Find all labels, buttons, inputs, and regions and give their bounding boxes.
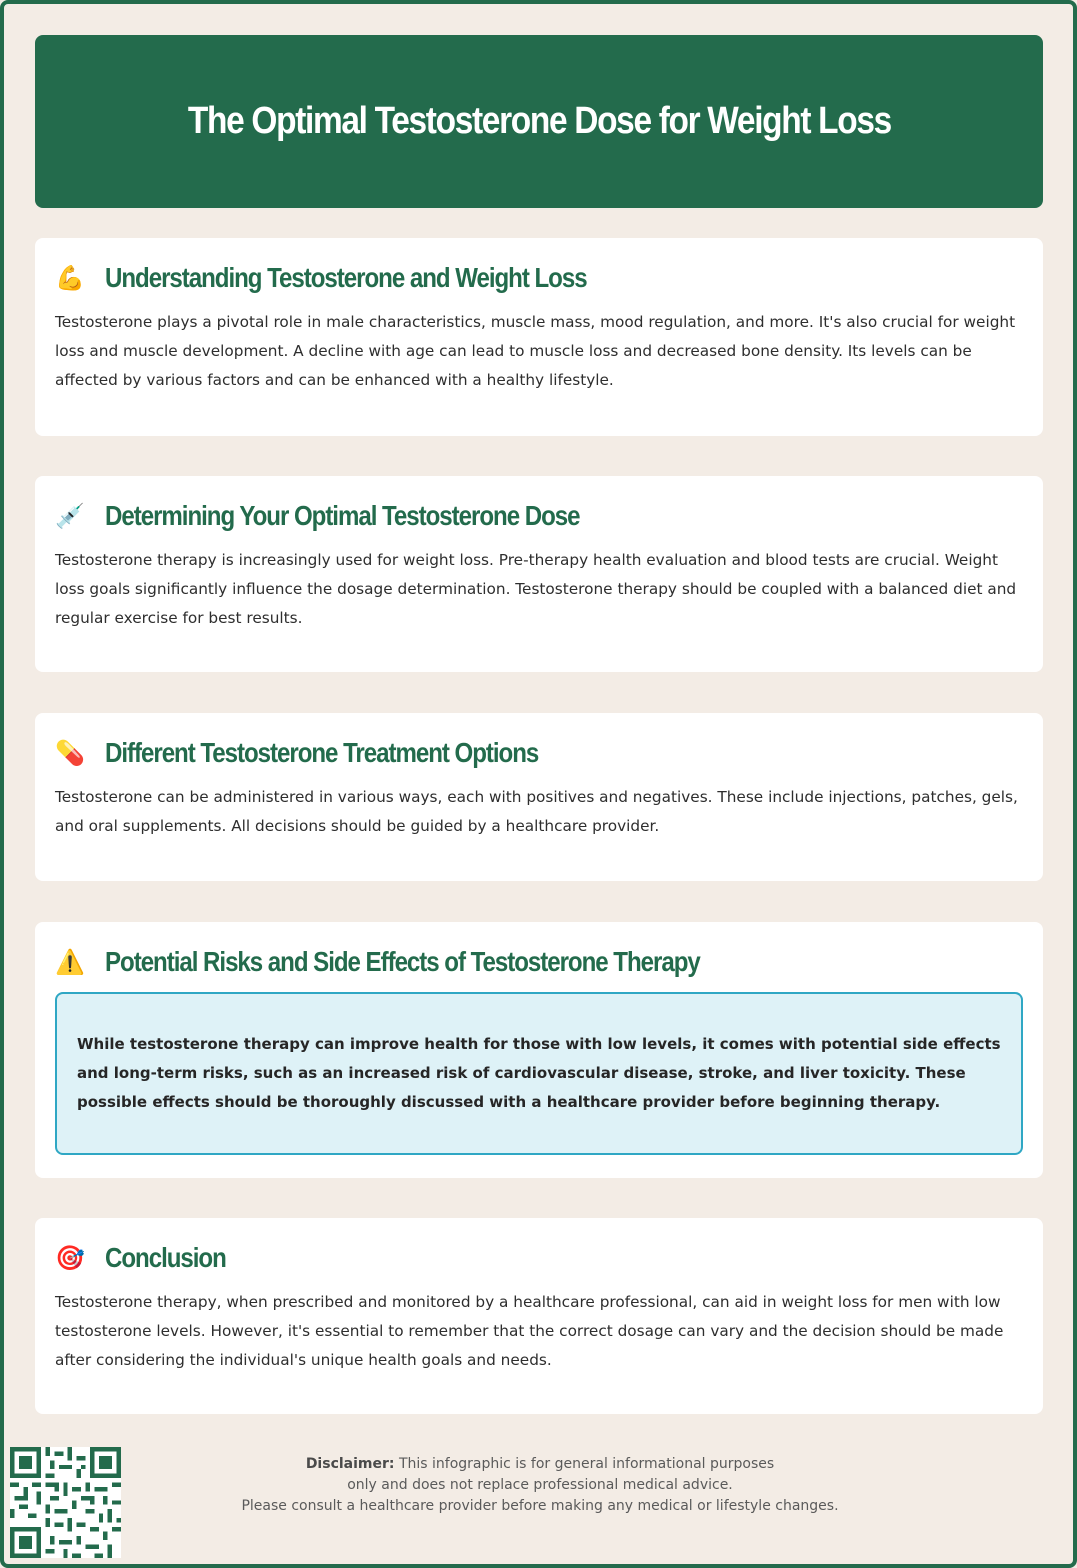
pill-icon: 💊 — [55, 739, 85, 767]
risk-callout — [55, 992, 1023, 1155]
section-understanding — [35, 238, 1043, 436]
section-heading: Potential Risks and Side Effects of Testosterone Therapy — [105, 946, 700, 977]
section-body: Testosterone therapy is increasingly used for weight loss. Pre-therapy health evaluation and blood tests are crucial. Weight loss goals significantly influence the dosage determination. Testosterone therapy should be coupled with a balanced diet and regular exercise for best results. — [55, 551, 1017, 627]
page-title: The Optimal Testosterone Dose for Weight Loss — [187, 100, 891, 142]
disclaimer-line-1: This infographic is for general informational purposes — [398, 1456, 775, 1472]
section-heading: Different Testosterone Treatment Options — [105, 737, 539, 768]
section-heading: Determining Your Optimal Testosterone Dose — [105, 500, 580, 531]
section-optimal-dose — [35, 476, 1043, 672]
section-heading: Understanding Testosterone and Weight Loss — [105, 262, 587, 293]
disclaimer-label: Disclaimer: — [305, 1456, 395, 1472]
disclaimer-line-3: Please consult a healthcare provider before making any medical or lifestyle changes. — [241, 1498, 839, 1514]
warning-icon: ⚠️ — [55, 948, 85, 976]
qr-code-icon — [10, 1447, 121, 1558]
section-treatment-options — [35, 713, 1043, 881]
title-banner — [35, 35, 1043, 208]
section-body: Testosterone can be administered in various ways, each with positives and negatives. These include injections, patches, gels, and oral supplements. All decisions should be guided by a healthcare provider. — [55, 788, 1018, 835]
section-conclusion — [35, 1218, 1043, 1414]
disclaimer — [160, 1454, 920, 1517]
flexed-biceps-icon: 💪 — [55, 264, 85, 292]
syringe-icon: 💉 — [55, 502, 85, 530]
disclaimer-line-2: only and does not replace professional medical advice. — [347, 1477, 733, 1493]
section-heading: Conclusion — [105, 1242, 226, 1273]
target-icon: 🎯 — [55, 1244, 85, 1272]
section-body: Testosterone therapy, when prescribed and monitored by a healthcare professional, can aid in weight loss for men with low testosterone levels. However, it's essential to remember that the correct dosage can vary and the decision should be made after considering the individual's unique health goals and needs. — [55, 1293, 1004, 1369]
risk-callout-text: While testosterone therapy can improve health for those with low levels, it comes with potential side effects and long-term risks, such as an increased risk of cardiovascular disease, stroke, and liver toxicity. These possible effects should be thoroughly discussed with a healthcare provider before beginning therapy. — [77, 1035, 1001, 1111]
section-body: Testosterone plays a pivotal role in male characteristics, muscle mass, mood regulation, and more. It's also crucial for weight loss and muscle development. A decline with age can lead to muscle loss and decreased bone density. Its levels can be affected by various factors and can be enhanced with a healthy lifestyle. — [55, 313, 1016, 389]
section-risks — [35, 922, 1043, 1178]
